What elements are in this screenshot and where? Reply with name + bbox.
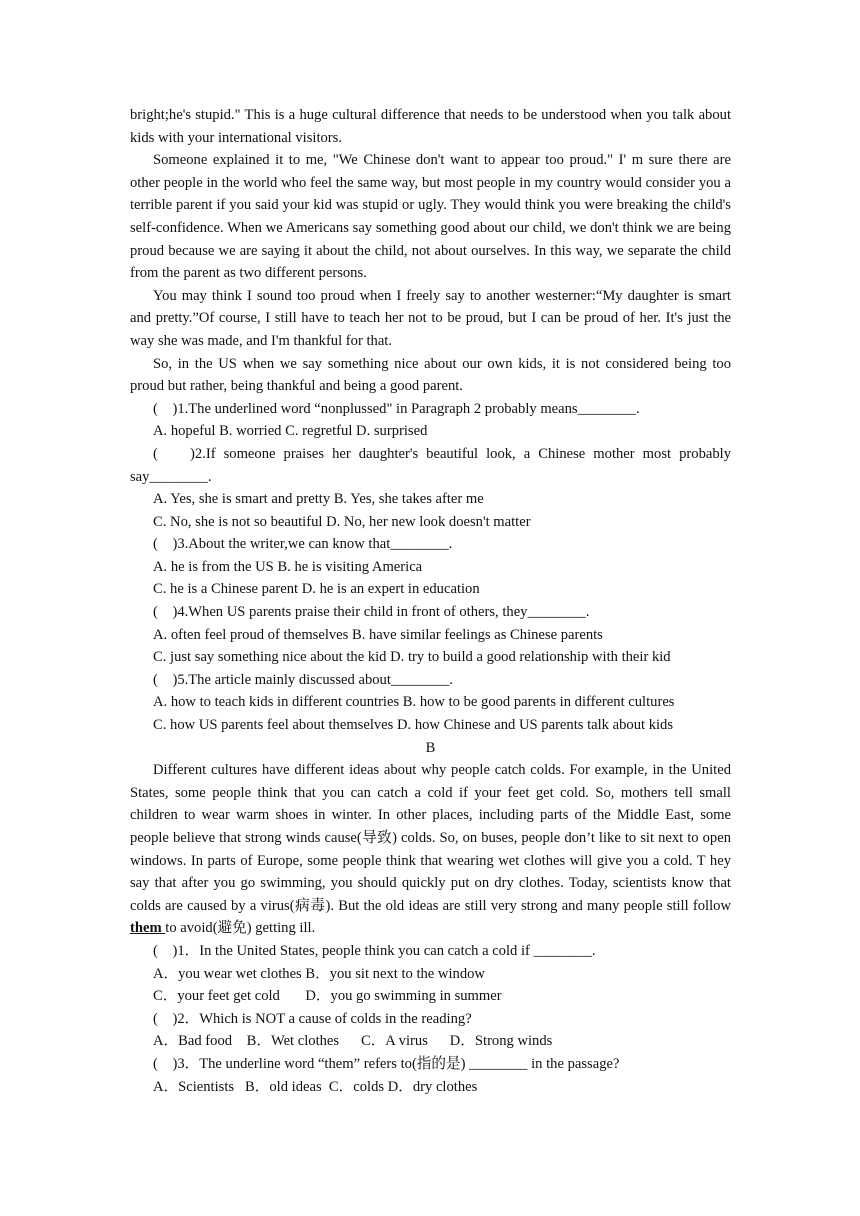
question-a4-options-1: A. often feel proud of themselves B. have similar feelings as Chinese parents: [153, 626, 603, 643]
section-b-heading: B: [425, 739, 436, 756]
question-a3-options-2: C. he is a Chinese parent D. he is an expert in education: [153, 581, 480, 598]
passage-a-paragraph-3: So, in the US when we say something nice about our own kids, it is not considered being too proud but rather, being thankful and being a good parent.: [130, 355, 731, 395]
question-a2-options-1: A. Yes, she is smart and pretty B. Yes, she takes after me: [153, 491, 484, 508]
passage-a-paragraph-0: bright;he's stupid." This is a huge cultural difference that needs to be understood when you talk about kids with your international visitors.: [130, 107, 731, 146]
question-a5-stem: ( )5.The article mainly discussed about________.: [153, 671, 453, 688]
question-a4-stem: ( )4.When US parents praise their child in front of others, they________.: [153, 604, 590, 621]
passage-b-paragraph: [130, 759, 731, 940]
question-b3-stem: ( )3．The underline word “them” refers to(指的是) ________ in the passage?: [153, 1055, 620, 1072]
passage-a-paragraph-1: Someone explained it to me, "We Chinese don't want to appear too proud." I' m sure there are other people in the world who feel the same way, but most people in my country would consider you a terrible parent if you said your kid was stupid or ugly. They would think you were breaking the child's self-confidence. When we Americans say something good about our child, we don't think we are being proud because we are saying it about the child, not about ourselves. In this way, we separate the child from the parent as two different persons.: [130, 152, 731, 282]
question-a3-options-1: A. he is from the US B. he is visiting America: [153, 558, 423, 575]
question-a1-options-1: A. hopeful B. worried C. regretful D. surprised: [153, 423, 428, 440]
question-b3-options-1: A．Scientists B．old ideas C．colds D．dry clothes: [153, 1078, 478, 1095]
question-a1-stem: ( )1.The underlined word “nonplussed" in Paragraph 2 probably means________.: [153, 400, 640, 417]
question-a2-stem: ( )2.If someone praises her daughter's beautiful look, a Chinese mother most probably say________.: [130, 445, 731, 485]
question-a3-stem: ( )3.About the writer,we can know that________.: [153, 536, 453, 553]
question-a5-options-1: A. how to teach kids in different countries B. how to be good parents in different cultures: [153, 694, 675, 711]
passage-a-paragraph-2: You may think I sound too proud when I freely say to another westerner:“My daughter is smart and pretty.”Of course, I still have to teach her not to be proud, but I can be proud of her. It's just the way she was made, and I'm thankful for that.: [130, 287, 731, 349]
question-b1-options-1: A．you wear wet clothes B．you sit next to the window: [153, 965, 485, 982]
question-a5-options-2: C. how US parents feel about themselves D. how Chinese and US parents talk about kids: [153, 717, 674, 734]
passage-b-text-after: to avoid(避免) getting ill.: [165, 920, 316, 937]
passage-b-text-before: Different cultures have different ideas about why people catch colds. For example, in the United States, some people think that you can catch a cold if your feet get cold. So, mothers tell small children to wear warm shoes in winter. In other places, including parts of the Middle East, some people believe that strong winds cause(导致) colds. So, on buses, people don’t like to sit next to open windows. In parts of Europe, some people think that wearing wet clothes will give you a cold. T hey say that after you go swimming, you should quickly put on dry clothes. Today, scientists know that colds are caused by a virus(病毒). But the old ideas are still very strong and many people still follow: [130, 762, 731, 914]
question-b2-stem: ( )2．Which is NOT a cause of colds in the reading?: [153, 1010, 472, 1027]
passage-b-underlined-word: them: [130, 920, 166, 937]
question-a4-options-2: C. just say something nice about the kid D. try to build a good relationship with their kid: [153, 649, 671, 666]
document-page: [130, 104, 731, 1098]
question-a2-options-2: C. No, she is not so beautiful D. No, her new look doesn't matter: [153, 513, 531, 530]
question-b1-options-2: C．your feet get cold D．you go swimming in summer: [153, 988, 502, 1005]
question-b1-stem: ( )1．In the United States, people think you can catch a cold if ________.: [153, 942, 596, 959]
question-b2-options-1: A．Bad food B．Wet clothes C．A virus D．Strong winds: [153, 1033, 553, 1050]
